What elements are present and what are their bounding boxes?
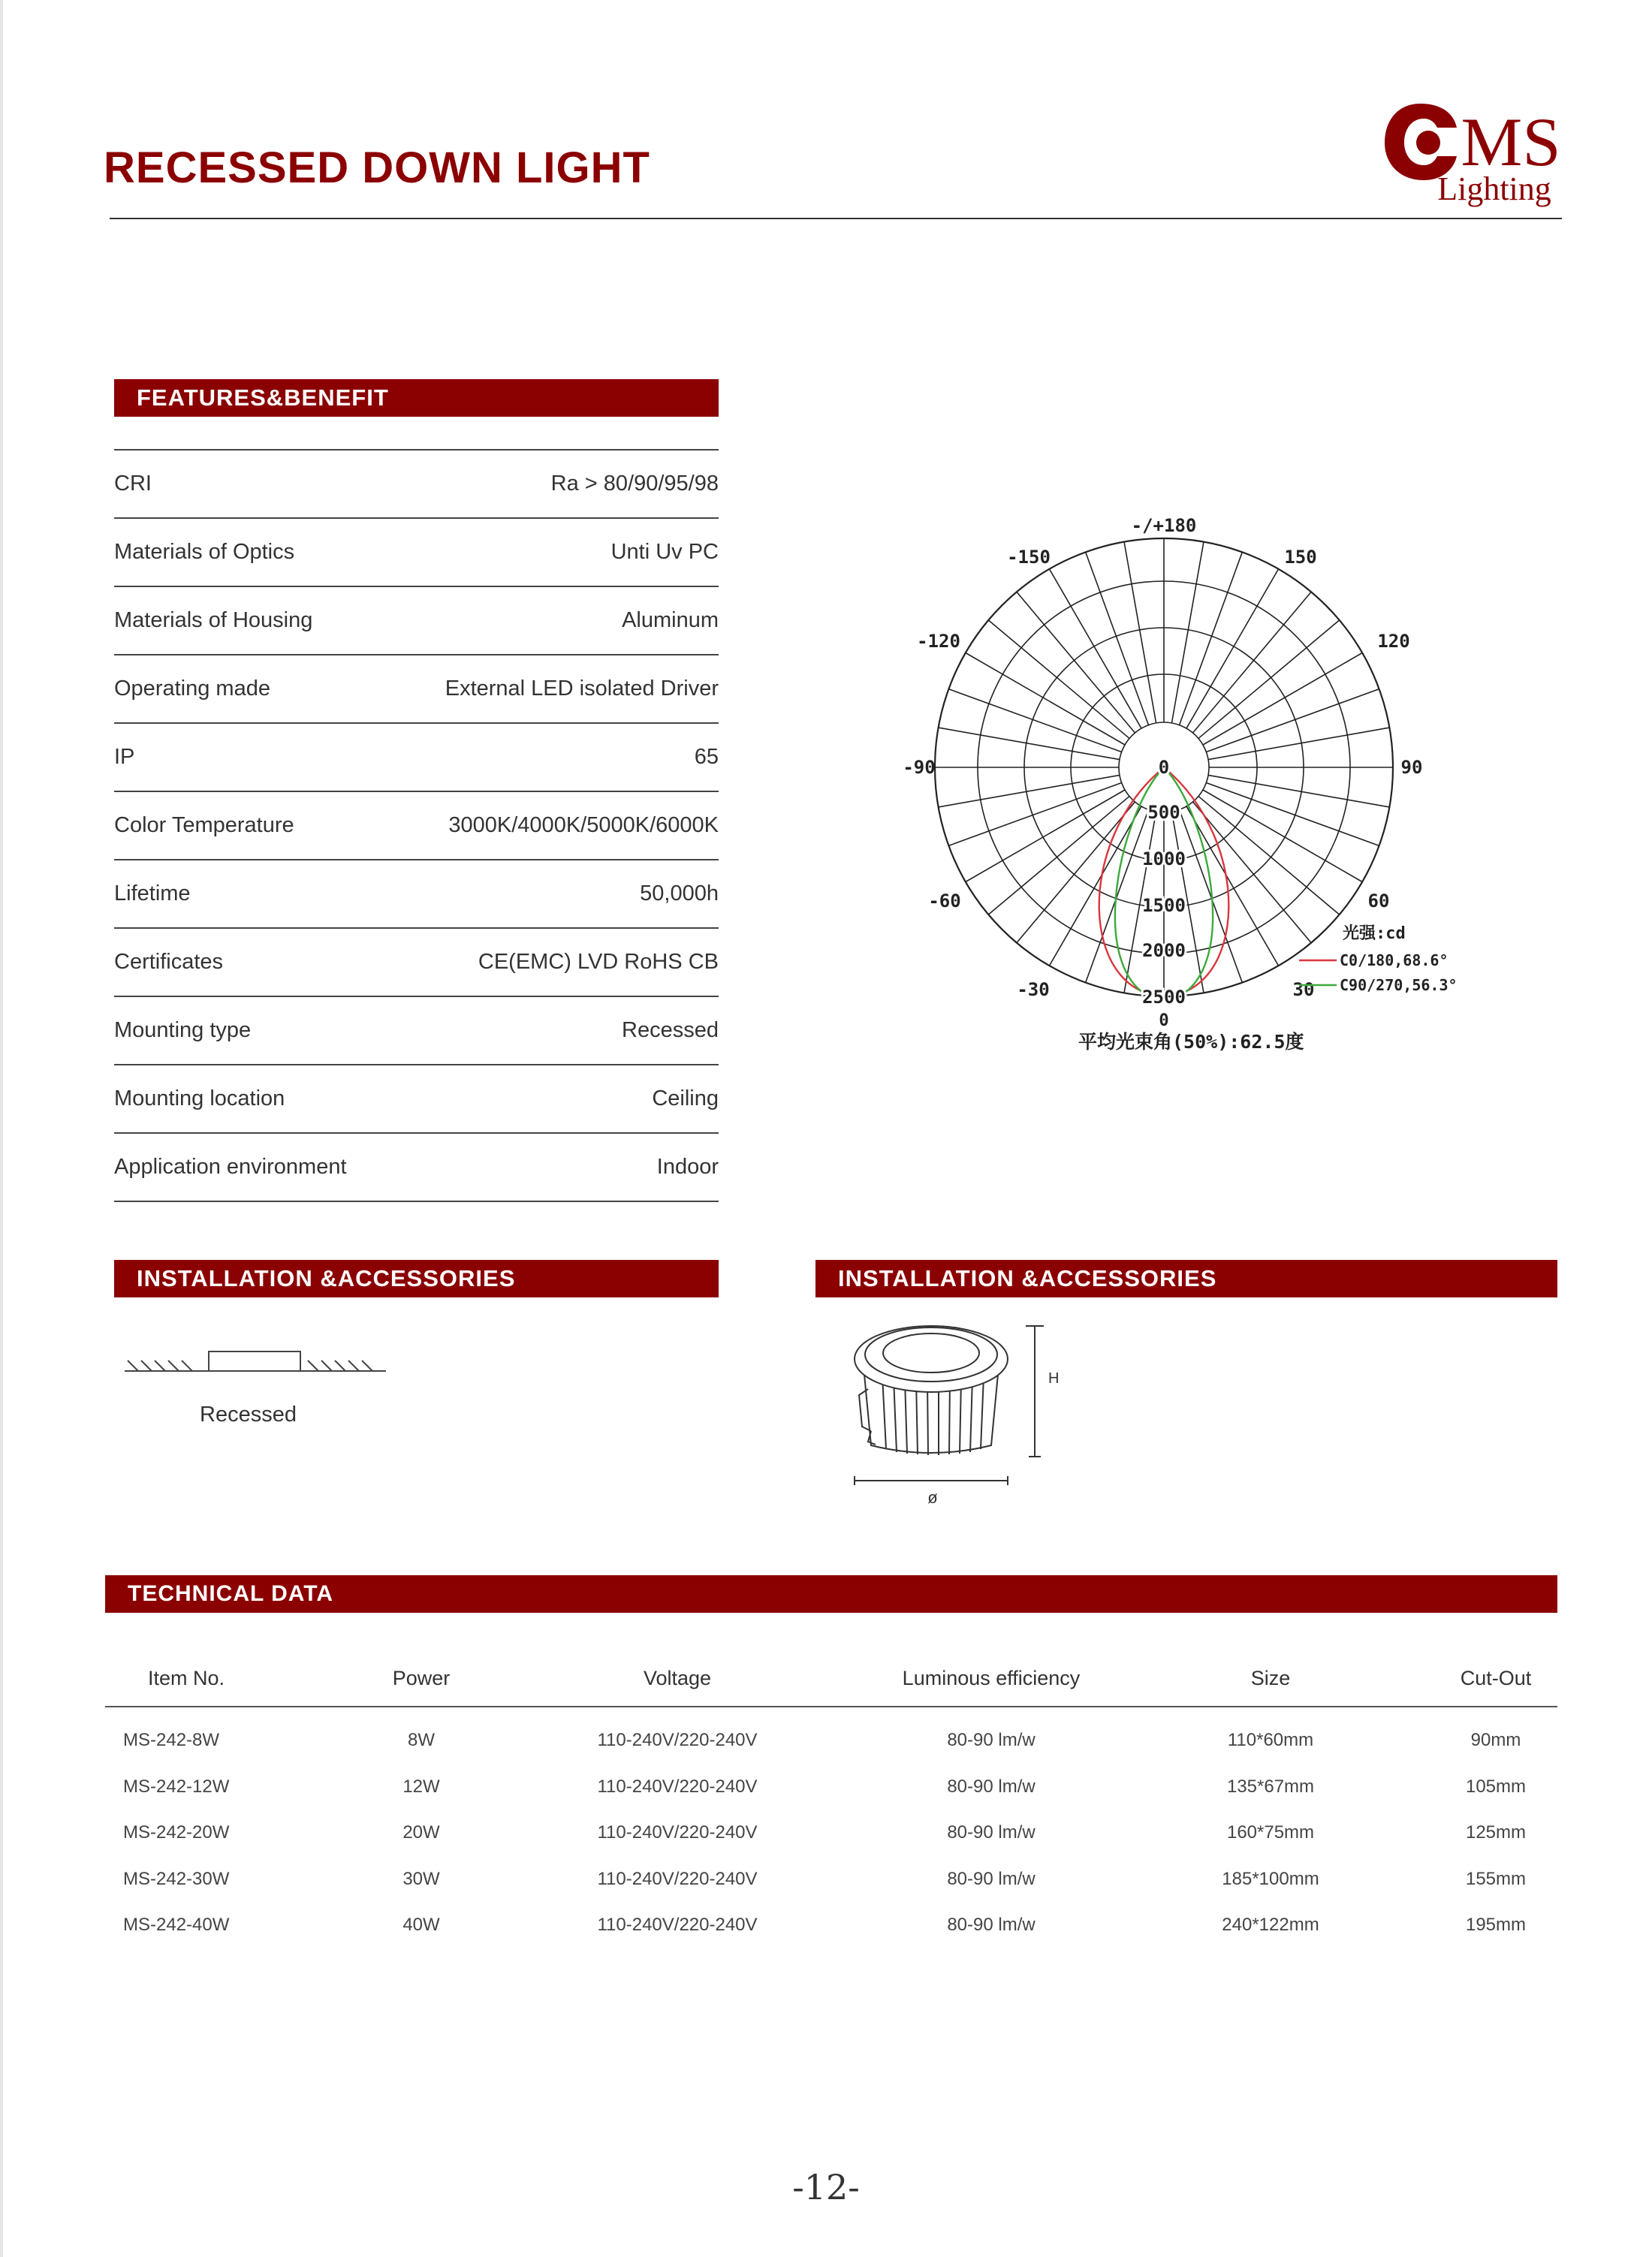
feature-row <box>114 859 719 927</box>
feature-label: IP <box>114 745 135 769</box>
feature-label: Application environment <box>114 1155 347 1179</box>
radial-value-label: 500 <box>1147 802 1180 823</box>
polar-spoke <box>1086 552 1149 725</box>
logo-emblem-dot <box>1416 131 1440 155</box>
radial-value-label: 1500 <box>1142 895 1186 916</box>
feature-label: Mounting type <box>114 1018 252 1042</box>
feature-value: 3000K/4000K/5000K/6000K <box>448 813 719 837</box>
table-cell: 80-90 lm/w <box>947 1822 1036 1843</box>
installation-heading-left: INSTALLATION &ACCESSORIES <box>114 1260 719 1297</box>
table-cell: 155mm <box>1465 1868 1527 1889</box>
angle-label: -30 <box>1017 979 1050 1000</box>
table-cell: MS-242-8W <box>123 1730 220 1750</box>
angle-label: 30 <box>1292 979 1315 1000</box>
feature-value: Ceiling <box>652 1086 719 1110</box>
feature-label: Certificates <box>114 950 224 974</box>
installation-heading-right: INSTALLATION &ACCESSORIES <box>815 1260 1557 1297</box>
feature-row <box>114 517 719 586</box>
polar-intensity-chart <box>886 515 1502 1059</box>
features-heading: FEATURES&BENEFIT <box>114 379 719 417</box>
dimension-diameter-label: ø <box>927 1488 938 1507</box>
feature-label: Mounting location <box>114 1086 285 1110</box>
beam-angle-caption: 平均光束角(50%):62.5度 <box>1078 1031 1304 1053</box>
legend-c90: C90/270,56.3° <box>1340 976 1458 994</box>
table-cell: 90mm <box>1470 1730 1521 1750</box>
logo-word: Lighting <box>1437 170 1551 207</box>
logo-letters: MS <box>1461 104 1561 180</box>
table-cell: 110-240V/220-240V <box>597 1730 758 1750</box>
feature-row <box>114 722 719 791</box>
column-header: Item No. <box>147 1667 225 1689</box>
feature-value: Unti Uv PC <box>610 540 719 564</box>
feature-label: Color Temperature <box>114 813 294 837</box>
title-divider <box>110 218 1562 219</box>
angle-label: -/+180 <box>1131 515 1197 536</box>
feature-value: Recessed <box>622 1018 719 1042</box>
feature-row <box>114 1132 719 1202</box>
radial-value-label: 1000 <box>1142 848 1186 869</box>
column-header: Power <box>392 1667 451 1689</box>
angle-label: -60 <box>928 890 961 912</box>
table-cell: MS-242-20W <box>123 1822 230 1843</box>
column-header: Cut-Out <box>1460 1667 1532 1689</box>
table-cell: MS-242-40W <box>123 1915 230 1935</box>
feature-row <box>114 927 719 996</box>
technical-table-body <box>105 1727 1557 1958</box>
angle-label: 150 <box>1284 547 1317 568</box>
feature-value: External LED isolated Driver <box>445 676 719 701</box>
table-cell: 110-240V/220-240V <box>597 1822 758 1843</box>
feature-value: Ra > 80/90/95/98 <box>550 472 719 496</box>
feature-row <box>114 996 719 1064</box>
angle-label: 0 <box>1159 1011 1169 1030</box>
table-cell: 185*100mm <box>1222 1868 1319 1889</box>
angle-label: 120 <box>1377 631 1410 652</box>
polar-spoke <box>1198 797 1340 915</box>
feature-value: Indoor <box>656 1155 719 1179</box>
dimension-height-label: H <box>1048 1370 1060 1387</box>
feature-row <box>114 1064 719 1132</box>
polar-spoke <box>988 620 1129 738</box>
table-row <box>105 1819 1557 1866</box>
feature-value: 50,000h <box>640 881 719 906</box>
polar-spoke <box>948 783 1121 846</box>
feature-row <box>114 586 719 654</box>
polar-spoke <box>1206 689 1379 752</box>
technical-heading: TECHNICAL DATA <box>105 1575 1557 1613</box>
table-cell: 80-90 lm/w <box>947 1868 1036 1889</box>
table-cell: 240*122mm <box>1222 1915 1319 1935</box>
product-drawing <box>841 1306 1066 1507</box>
table-cell: 80-90 lm/w <box>947 1730 1036 1750</box>
feature-value: Aluminum <box>622 608 719 632</box>
table-cell: 30W <box>402 1868 440 1889</box>
page-edge <box>0 0 3 2257</box>
radial-value-label: 2500 <box>1142 987 1186 1008</box>
column-header: Luminous efficiency <box>902 1667 1081 1689</box>
page-title: RECESSED DOWN LIGHT <box>104 143 650 192</box>
radial-value-label: 0 <box>1158 757 1170 778</box>
polar-spoke <box>1017 802 1135 943</box>
table-cell: 110-240V/220-240V <box>597 1776 758 1797</box>
feature-label: Materials of Optics <box>114 540 295 564</box>
table-cell: 20W <box>402 1822 440 1843</box>
radial-value-label: 2000 <box>1142 940 1186 961</box>
feature-value: CE(EMC) LVD RoHS CB <box>478 950 719 974</box>
table-cell: 80-90 lm/w <box>947 1776 1036 1797</box>
table-cell: 110-240V/220-240V <box>597 1868 758 1889</box>
table-cell: 110-240V/220-240V <box>597 1915 758 1935</box>
table-cell: 195mm <box>1465 1915 1527 1935</box>
table-cell: 125mm <box>1465 1822 1527 1843</box>
polar-spoke <box>1193 802 1311 943</box>
angle-label: 60 <box>1367 890 1390 912</box>
column-header: Voltage <box>643 1667 712 1689</box>
table-cell: 160*75mm <box>1226 1822 1315 1843</box>
feature-row <box>114 791 719 859</box>
feature-value: 65 <box>694 745 719 769</box>
table-row <box>105 1866 1557 1912</box>
table-cell: 12W <box>402 1776 440 1797</box>
polar-spoke <box>1180 552 1243 725</box>
angle-label: 90 <box>1400 757 1423 778</box>
table-cell: 110*60mm <box>1227 1730 1314 1750</box>
polar-spoke <box>948 689 1121 752</box>
table-row <box>105 1773 1557 1820</box>
features-table <box>114 449 719 1202</box>
company-logo <box>1382 75 1569 210</box>
polar-spoke <box>1180 809 1243 982</box>
recessed-mounting-icon <box>120 1344 390 1389</box>
feature-label: Lifetime <box>114 881 191 906</box>
table-cell: 80-90 lm/w <box>947 1915 1036 1935</box>
polar-spoke <box>1193 592 1311 733</box>
feature-row <box>114 449 719 517</box>
feature-label: CRI <box>114 472 152 496</box>
table-cell: 135*67mm <box>1226 1776 1315 1797</box>
table-cell: 40W <box>402 1915 440 1935</box>
table-row <box>105 1912 1557 1958</box>
feature-label: Operating made <box>114 676 270 701</box>
mounting-label: Recessed <box>200 1403 297 1427</box>
column-header: Size <box>1250 1667 1291 1689</box>
technical-table-header <box>105 1667 1557 1709</box>
legend-c0: C0/180,68.6° <box>1340 951 1449 969</box>
polar-spoke <box>1198 620 1340 738</box>
polar-spoke <box>1017 592 1135 733</box>
table-cell: MS-242-30W <box>123 1868 230 1889</box>
table-cell: 8W <box>408 1730 435 1750</box>
feature-label: Materials of Housing <box>114 608 313 632</box>
polar-spoke <box>1206 783 1379 846</box>
unit-label: 光强:cd <box>1343 924 1406 943</box>
angle-label: -90 <box>903 757 936 778</box>
table-cell: 105mm <box>1465 1776 1527 1797</box>
feature-row <box>114 654 719 722</box>
table-row <box>105 1727 1557 1773</box>
angle-label: -150 <box>1007 547 1051 568</box>
polar-spoke <box>1086 809 1149 982</box>
polar-spoke <box>988 797 1129 915</box>
page-number: -12- <box>792 2167 860 2207</box>
table-cell: MS-242-12W <box>123 1776 230 1797</box>
angle-label: -120 <box>917 631 960 652</box>
technical-header-divider <box>105 1706 1557 1707</box>
